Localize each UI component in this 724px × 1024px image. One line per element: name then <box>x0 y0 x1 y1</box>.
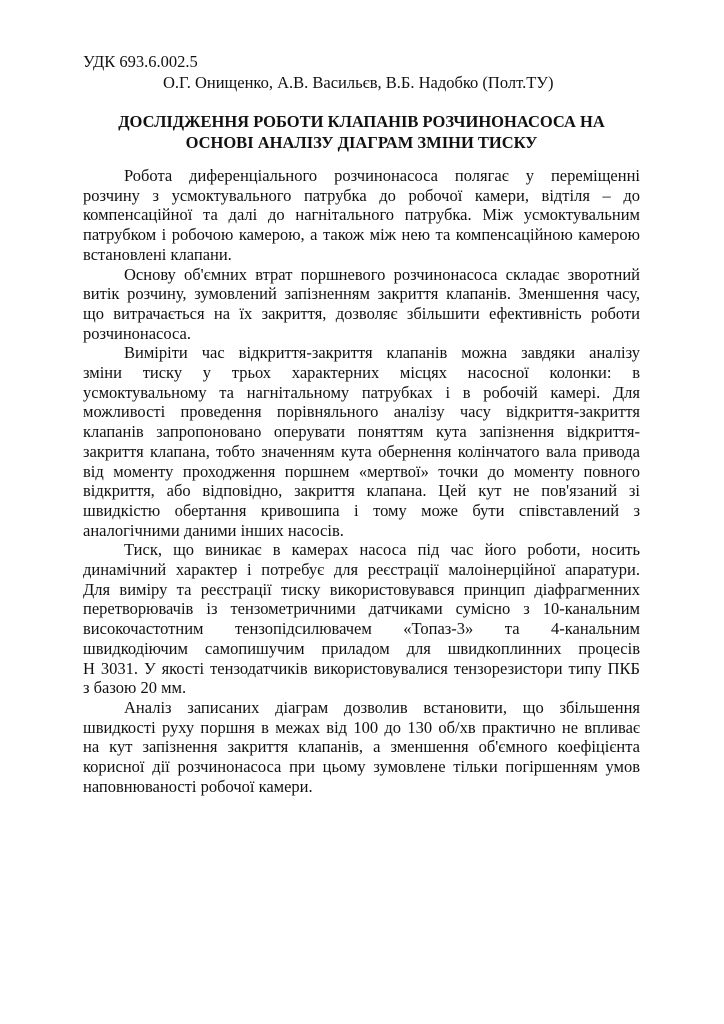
text-line: швидкості руху поршня в межах від 100 до 130 об/хв практично не впливає <box>83 717 640 737</box>
text-line: закриття клапана, тобто значенням кута обернення колінчатого вала привода <box>83 441 640 461</box>
text-line: відкриття, або відповідно, закриття клапана. Цей кут не пов'язаний зі <box>83 481 640 501</box>
text-line: Тиск, що виникає в камерах насоса під час його роботи, носить <box>124 540 640 560</box>
text-line: можливості проведення порівняльного аналізу часу відкриття-закриття <box>83 402 640 422</box>
text-line: Н 3031. У якості тензодатчиків використовувалися тензорезистори типу ПКБ <box>83 658 640 678</box>
text-line: перетворювачів із тензометричними датчиками сумісно з 10-канальним <box>83 599 640 619</box>
authors-line: О.Г. Онищенко, А.В. Васильєв, В.Б. Надобко (Полт.ТУ) <box>163 73 554 92</box>
text-line: з базою 20 мм. <box>83 678 187 698</box>
text-line: розчинонасоса. <box>83 323 192 343</box>
udk-code: УДК 693.6.002.5 <box>83 52 198 71</box>
text-line: швидкодіючим самопишучим приладом для швидкоплинних процесів <box>83 638 640 658</box>
paragraph <box>83 698 640 797</box>
text-line: Робота диференціального розчинонасоса полягає у переміщенні <box>124 166 640 185</box>
text-line: аналогічними даними інших насосів. <box>83 520 344 540</box>
text-line: витік розчину, зумовлений запізненням закриття клапанів. Зменшення часу, <box>83 284 640 304</box>
text-line: від моменту проходження поршнем «мертвої» точки до моменту повного <box>83 461 640 481</box>
text-line: усмоктувальному та нагнітальному патрубках і в робочій камері. Для <box>83 382 640 402</box>
text-line: компенсаційної та далі до нагнітального патрубка. Між усмоктувальним <box>83 205 640 225</box>
text-line: клапанів запропоновано оперувати поняттям кута запізнення відкриття- <box>83 422 640 442</box>
article-body <box>83 166 640 797</box>
text-line: корисної дії розчинонасоса при цьому зумовлене тільки погіршенням умов <box>83 757 640 777</box>
text-line: встановлені клапани. <box>83 244 232 264</box>
text-line: динамічний характер і потребує для реєстрації малоінерційної апаратури. <box>83 560 640 580</box>
text-line: на кут запізнення закриття клапанів, а зменшення об'ємного коефіцієнта <box>83 737 640 757</box>
text-line: зміни тиску у трьох характерних місцях насосної колонки: в <box>83 363 640 383</box>
text-line: високочастотним тензопідсилювачем «Топаз-3» та 4-канальним <box>83 619 640 639</box>
text-line: Аналіз записаних діаграм дозволив встановити, що збільшення <box>124 697 640 717</box>
text-line: Для виміру та реєстрації тиску використовувався принцип діафрагменних <box>83 579 640 599</box>
text-line: Виміріти час відкриття-закриття клапанів можна завдяки аналізу <box>124 343 640 363</box>
text-line: що витрачається на їх закриття, дозволяє збільшити ефективність роботи <box>83 303 640 323</box>
text-line: патрубком і робочою камерою, а також між нею та компенсаційною камерою <box>83 225 640 245</box>
title-line: ОСНОВІ АНАЛІЗУ ДІАГРАМ ЗМІНИ ТИСКУ <box>185 133 538 152</box>
text-line: розчину з усмоктувального патрубка до робочої камери, відтіля – до <box>83 185 640 205</box>
title-line: ДОСЛІДЖЕННЯ РОБОТИ КЛАПАНІВ РОЗЧИНОНАСОСА НА <box>118 112 605 131</box>
text-line: Основу об'ємних втрат поршневого розчинонасоса складає зворотний <box>124 264 640 284</box>
paragraph <box>83 265 640 344</box>
paragraph <box>83 343 640 540</box>
text-line: швидкістю обертання кривошипа і тому може бути співставлений з <box>83 500 640 520</box>
paragraph <box>83 166 640 265</box>
text-line: наповнюваності робочої камери. <box>83 776 313 796</box>
article-title <box>83 111 640 153</box>
paragraph <box>83 540 640 698</box>
